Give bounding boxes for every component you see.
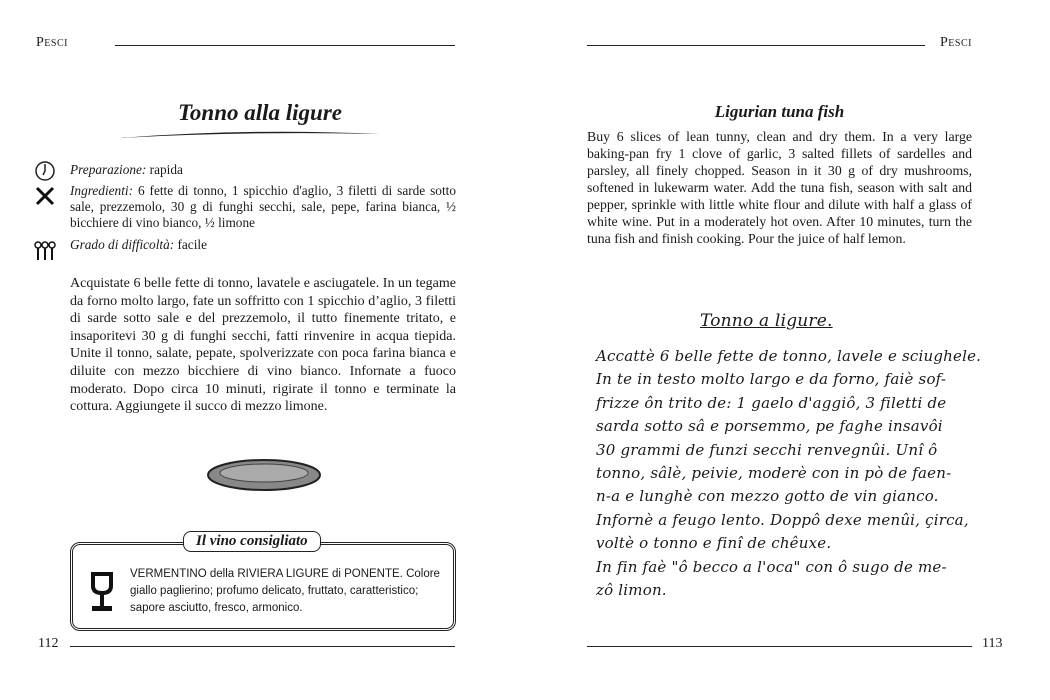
running-header-right: Pesci [940,35,972,50]
handwritten-line: Accattè 6 belle fette de tonno, lavele e sciughele. [596,347,982,365]
handwritten-line: sarda sotto sâ e porsemmo, pe faghe insavôi [596,417,943,436]
meta-difficulty [70,237,456,253]
wine-box-title: Il vino consigliato [183,531,321,552]
meta-label: Ingredienti: [70,183,134,198]
header-rule [587,45,925,46]
handwritten-line: tonno, sâlè, peivie, moderè con in pò de faen- [596,464,952,483]
meta-value: facile [174,237,208,252]
title-swash [118,128,383,142]
dish-illustration [205,455,323,495]
recipe-meta [70,162,456,253]
handwritten-line: n-a e lunghè con mezzo gotto de vin gianco. [596,487,939,506]
handwritten-line: 30 grammi de funzi secchi renvegnûi. Unî ô [596,440,938,459]
wine-description: VERMENTINO della RIVIERA LIGURE di PONENTE. Colore giallo paglierino; profumo delicato, fruttato, caratteristico; sapore asciutto, fresco, armonico. [130,568,440,614]
handwritten-recipe [596,345,986,602]
wine-glass-icon [88,570,116,614]
meta-value: rapida [146,162,183,177]
running-header-left: Pesci [36,35,68,50]
footer-rule [587,646,972,647]
page-number-right: 113 [982,636,1003,651]
clock-icon [34,160,56,182]
handwritten-line: frizze ôn trito de: 1 gaelo d'aggiô, 3 filetti de [596,393,947,412]
translated-title: Ligurian tuna fish [714,102,845,121]
page-number-left: 112 [38,636,59,651]
meta-value: 6 fette di tonno, 1 spicchio d'aglio, 3 filetti di sarde sotto sale, prezzemolo, 30 g di funghi secchi, sale, pepe, farina bianca, ½ bicchiere di vino bianco, ½ limone [70,183,456,230]
translated-body: Buy 6 slices of lean tunny, clean and dry them. In a very large baking-pan fry 1 clove of garlic, 3 salted fillets of sardelles and parsley, all finely chopped. Season in it 30 g of dry mushrooms, softened in lukewarm water. Add the tuna fish, season with salt and pepper, sprinkle with little white flour and dilute with half a glass of white wine. Put in a moderately hot oven. After 10 minutes, turn the tuna fish and finish cooking. Pour the juice of half lemon. [587,129,972,246]
recipe-title: Tonno alla ligure [177,100,343,125]
handwritten-line: In fin faè "ô becco a l'oca" con ô sugo de me- [596,557,947,576]
meta-label: Preparazione: [70,162,147,177]
footer-rule [70,646,455,647]
meta-preparation [70,162,456,178]
meta-ingredients [70,183,456,231]
fork-knife-icon [34,185,56,207]
handwritten-line: voltè o tonno e finî de chêuxe. [596,534,832,553]
handwritten-title: Tonno a ligure. [700,311,833,331]
handwritten-line: Infornè a feugo lento. Doppô dexe menûi, çirca, [596,510,969,529]
handwritten-line: zô limon. [596,581,667,600]
handwritten-line: In te in testo molto largo e da forno, faiè sof- [596,370,947,389]
spoons-icon [33,241,57,261]
meta-label: Grado di difficoltà: [70,237,175,252]
recipe-body: Acquistate 6 belle fette di tonno, lavatele e asciugatele. In un tegame da forno molto largo, fate un soffritto con 1 spicchio d’aglio, 3 filetti di sarde sotto sale e del prezzemolo, il tutto finemente tritato, e insaporitevi 30 g di funghi secchi, fatti rinvenire in acqua tiepida. Unite il tonno, salate, pepate, spolverizzate con poca farina bianca e diluite con mezzo bicchiere di vino bianco. Infornate a fuoco moderato. Dopo circa 10 minuti, rigirate il tonno e terminate la cottura. Aggiungete il succo di mezzo limone. [70,276,456,415]
header-rule [115,45,455,46]
